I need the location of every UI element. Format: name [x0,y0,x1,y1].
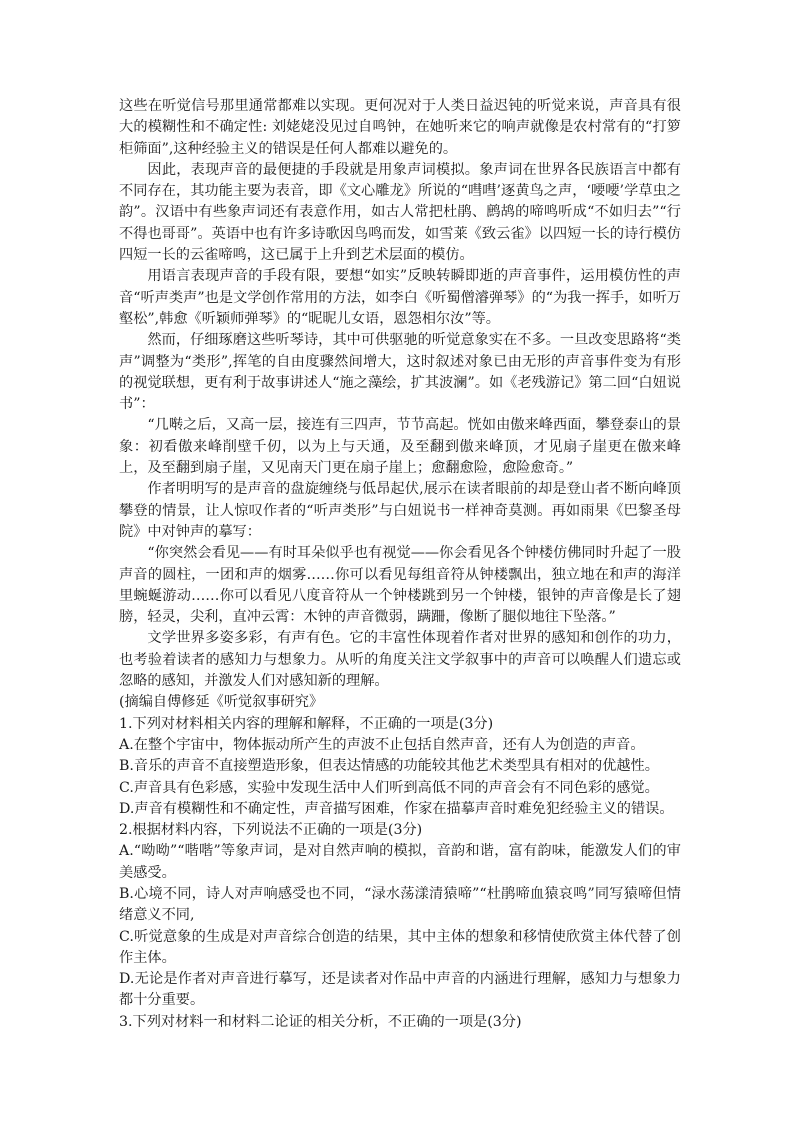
option-d: D.无论是作者对声音进行摹写，还是读者对作品中声音的内涵进行理解，感知力与想象力都十分重要。 [119,971,681,1009]
option-b: B.心境不同，诗人对声响感受也不同，“渌水荡漾清猿啼”“杜鹃啼血猿哀鸣”同写猿啼但情绪意义不同, [119,885,681,924]
question-stem: 3.下列对材料一和材料二论证的相关分析，不正确的一项是(3分) [119,1013,522,1030]
option-a: A.“呦呦”“喈喈”等象声词，是对自然声响的模拟，音韵和谐，富有韵味，能激发人们的审美感受。 [119,843,681,881]
question-stem: 1.下列对材料相关内容的理解和解释，不正确的一项是(3分) [119,715,494,732]
paragraph-1: 这些在听觉信号那里通常都难以实现。更何况对于人类日益迟钝的听觉来说，声音具有很大的模糊性和不确定性: 刘姥姥没见过自鸣钟，在她听来它的响声就像是农村常有的“打箩柜筛面”,这种经验主义的错误是任何人都难以避免的。 [119,98,681,157]
paragraph-2: 因此，表现声音的最便捷的手段就是用象声词模拟。象声词在世界各民族语言中都有不同存在，其功能主要为表音，即《文心雕龙》所说的“嘒嘒’逐黄鸟之声，‘喓喓’学草虫之韵”。汉语中有些象声词还有表意作用，如古人常把杜鹃、鹧鸪的啼鸣听成“不如归去”“行不得也哥哥”。英语中也有许多诗歌因鸟鸣而发，如雪莱《致云雀》以四短一长的诗行模仿四短一长的云雀啼鸣，这已属于上升到艺术层面的模仿。 [119,161,681,264]
document-page [119,96,681,1033]
paragraph-3: 用语言表现声音的手段有限，要想“如实”反映转瞬即逝的声音事件，运用模仿性的声音“听声类声”也是文学创作常用的方法，如李白《听蜀僧濬弹琴》的“为我一挥手，如听万壑松”,韩愈《听颖师弹琴》的“昵昵儿女语，恩怨相尔汝”等。 [119,268,681,327]
option-d: D.声音有模糊性和不确定性，声音描写困难，作家在描摹声音时难免犯经验主义的错误。 [119,800,674,817]
option-c: C.声音具有色彩感，实验中发现生活中人们听到高低不同的声音会有不同色彩的感觉。 [119,779,659,796]
option-a: A.在整个宇宙中，物体振动所产生的声波不止包括自然声音，还有人为创造的声音。 [119,736,645,753]
quote-hugo: “你突然会看见——有时耳朵似乎也有视觉——你会看见各个钟楼仿佛同时升起了一股声音的圆柱，一团和声的烟雾……你可以看见每组音符从钟楼飘出，独立地在和声的海洋里蜿蜒游动……你可以看见八度音符从一个钟楼跳到另一个钟楼，银钟的声音像是长了翅膀，轻灵，尖利，直冲云霄：木钟的声音微弱，蹒跚，像断了腿似地往下坠落。” [119,545,681,626]
option-c: C.听觉意象的生成是对声音综合创造的结果，其中主体的想象和移情使欣赏主体代替了创作主体。 [119,928,681,966]
option-b: B.音乐的声音不直接塑造形象，但表达情感的功能较其他艺术类型具有相对的优越性。 [119,758,659,775]
paragraph-5: 作者明明写的是声音的盘旋缠绕与低昂起伏,展示在读者眼前的却是登山者不断向峰顶攀登的情景，让人惊叹作者的“听声类形”与白妞说书一样神奇莫测。再如雨果《巴黎圣母院》中对钟声的摹写： [119,481,681,540]
paragraph-6: 文学世界多姿多彩，有声有色。它的丰富性体现着作者对世界的感知和创作的功力，也考验着读者的感知力与想象力。从听的角度关注文学叙事中的声音可以唤醒人们遗忘或忽略的感知，并激发人们对感知新的理解。 [119,630,681,690]
question-stem: 2.根据材料内容，下列说法不正确的一项是(3分) [119,822,423,839]
question-3 [119,1012,681,1033]
source-citation: (摘编自傅修延《听觉叙事研究》 [119,694,324,711]
question-2 [119,820,681,1012]
question-1 [119,714,681,820]
quote-laocan: “几啭之后，又高一层，接连有三四声，节节高起。恍如由傲来峰西面，攀登泰山的景象：初看傲来峰削壁千仞，以为上与天通，及至翻到傲来峰顶，才见扇子崖更在傲来峰上，及至翻到扇子崖，又见南天门更在扇子崖上；愈翻愈险，愈险愈奇。” [119,417,681,477]
paragraph-4: 然而，仔细琢磨这些听琴诗，其中可供驱驰的听觉意象实在不多。一旦改变思路将“类声”调整为“类形”,挥笔的自由度骤然间增大，这时叙述对象已由无形的声音事件变为有形的视觉联想，更有利于故事讲述人“施之藻绘，扩其波澜”。如《老残游记》第二回“白妞说书”： [119,332,681,413]
